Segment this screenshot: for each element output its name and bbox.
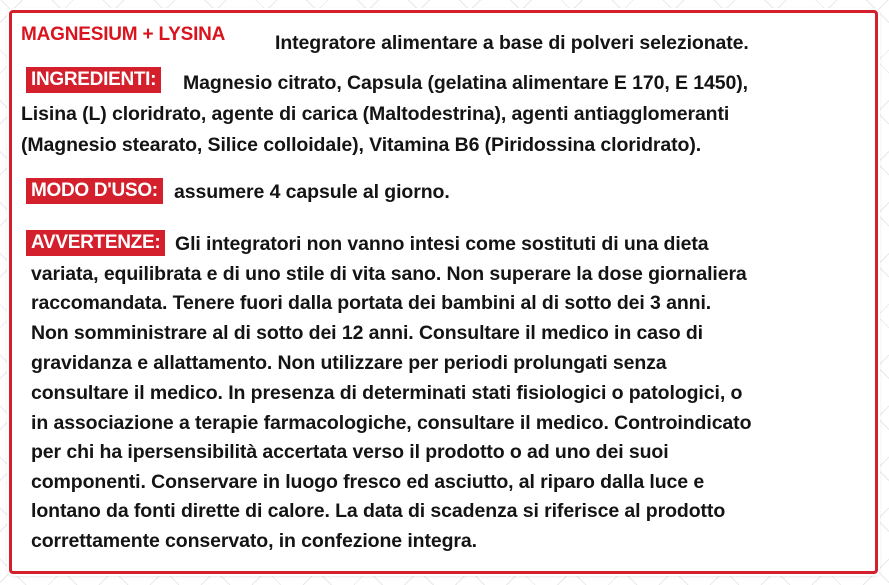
avvertenze-line: raccomandata. Tenere fuori dalla portata dei bambini al di sotto dei 3 anni. (31, 292, 712, 314)
product-description: Integratore alimentare a base di polveri selezionate. (275, 32, 749, 54)
modo-uso-tag: MODO D'USO: (26, 178, 163, 204)
avvertenze-line: gravidanza e allattamento. Non utilizzare per periodi prolungati senza (31, 352, 667, 374)
avvertenze-line: componenti. Conservare in luogo fresco ed asciutto, al riparo dalla luce e (31, 471, 705, 493)
avvertenze-line: per chi ha ipersensibilità accertata verso il prodotto o ad uno dei suoi (31, 441, 669, 463)
product-name: MAGNESIUM + LYSINA (21, 24, 226, 45)
avvertenze-line: consultare il medico. In presenza di determinati stati fisiologici o patologici, o (31, 382, 743, 404)
ingredienti-tag: INGREDIENTI: (26, 67, 161, 93)
modo-uso-text: assumere 4 capsule al giorno. (174, 181, 450, 203)
avvertenze-line: variata, equilibrata e di uno stile di vita sano. Non superare la dose giornaliera (31, 263, 747, 285)
avvertenze-line: correttamente conservato, in confezione integra. (31, 530, 477, 552)
ingredienti-line: Lisina (L) cloridrato, agente di carica (Maltodestrina), agenti antiagglomeranti (21, 103, 730, 125)
ingredienti-line: (Magnesio stearato, Silice colloidale), Vitamina B6 (Piridossina cloridrato). (21, 134, 702, 156)
ingredienti-line: Magnesio citrato, Capsula (gelatina alimentare E 170, E 1450), (183, 72, 748, 94)
avvertenze-tag: AVVERTENZE: (26, 230, 165, 256)
avvertenze-line: lontano da fonti dirette di calore. La data di scadenza si riferisce al prodotto (31, 500, 726, 522)
avvertenze-line: in associazione a terapie farmacologiche, consultare il medico. Controindicato (31, 412, 752, 434)
avvertenze-line: Gli integratori non vanno intesi come sostituti di una dieta (175, 233, 709, 255)
avvertenze-line: Non somministrare al di sotto dei 12 anni. Consultare il medico in caso di (31, 322, 703, 344)
